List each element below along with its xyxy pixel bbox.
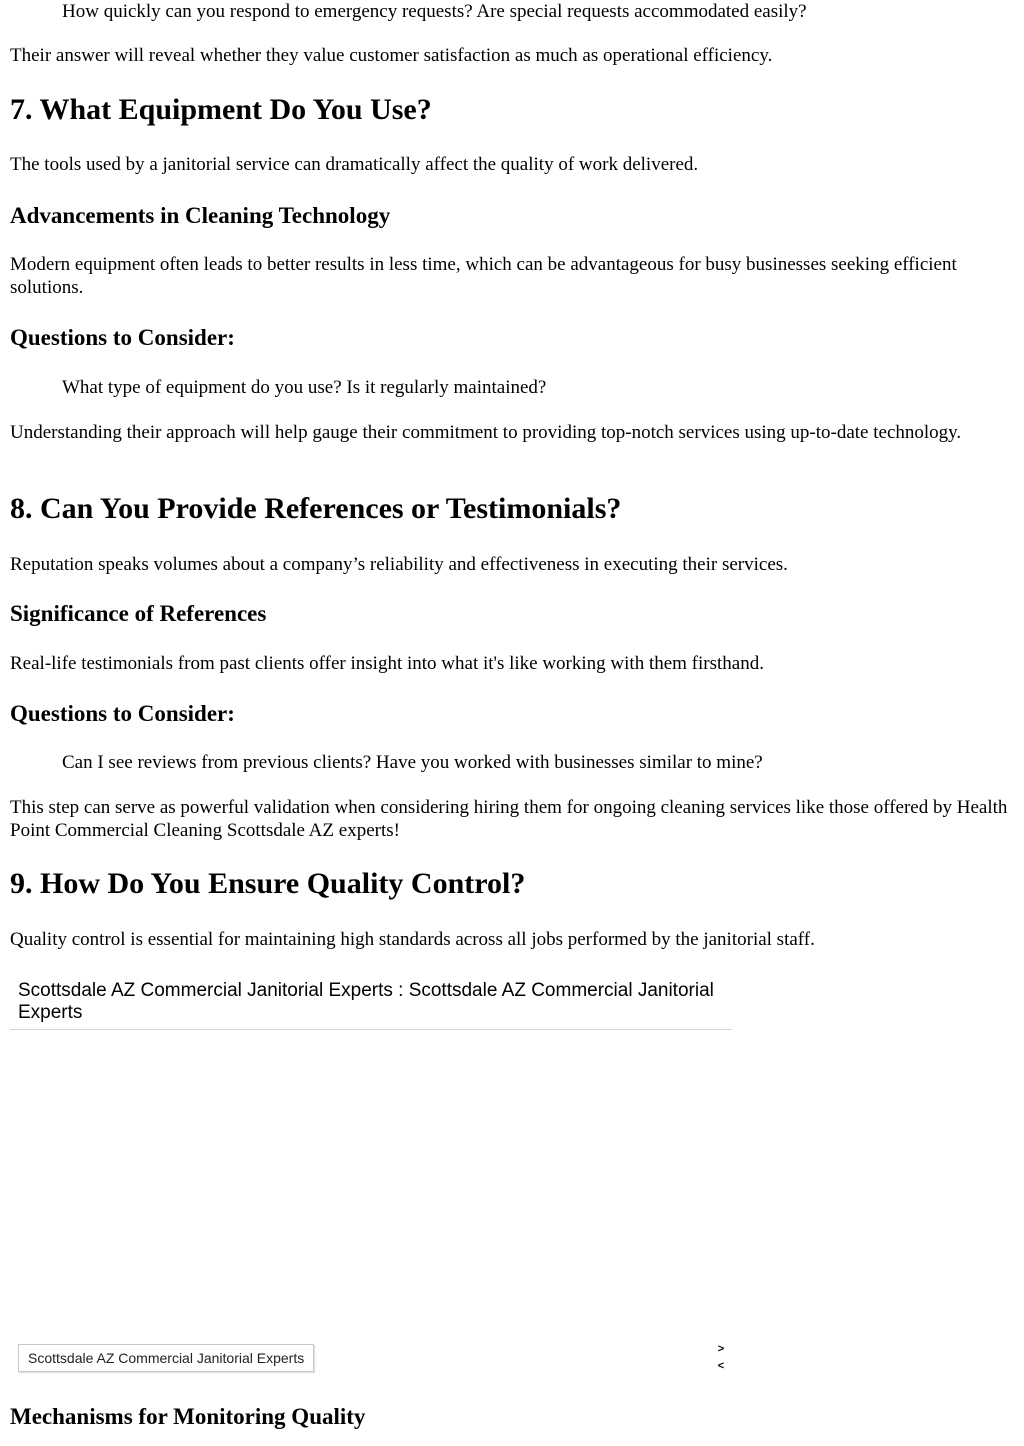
- section-7-questions: What type of equipment do you use? Is it regularly maintained?: [62, 377, 547, 398]
- section-8-heading: 8. Can You Provide References or Testimonials?: [10, 492, 622, 525]
- map-prev-arrow-icon[interactable]: <: [717, 1360, 725, 1372]
- section-8-questions: Can I see reviews from previous clients? Have you worked with businesses similar to mine?: [62, 752, 763, 773]
- section-7-intro: The tools used by a janitorial service can dramatically affect the quality of work delivered.: [10, 154, 699, 175]
- map-embed-divider: [10, 1029, 732, 1030]
- section-8-questions-heading: Questions to Consider:: [10, 701, 235, 726]
- map-embed-title[interactable]: Scottsdale AZ Commercial Janitorial Experts : Scottsdale AZ Commercial Janitorial Experts: [18, 980, 714, 1023]
- map-place-label[interactable]: Scottsdale AZ Commercial Janitorial Experts: [18, 1344, 314, 1372]
- section-7-closing: Understanding their approach will help gauge their commitment to providing top-notch services using up-to-date technology.: [10, 422, 962, 443]
- section-7-heading: 7. What Equipment Do You Use?: [10, 93, 432, 126]
- section-8-intro: Reputation speaks volumes about a company’s reliability and effectiveness in executing their services.: [10, 554, 788, 575]
- section-8-closing: This step can serve as powerful validation when considering hiring them for ongoing cleaning services like those offered by Health Point Commercial Cleaning Scottsdale AZ experts!: [10, 797, 1008, 841]
- section-9-subheading: Mechanisms for Monitoring Quality: [10, 1404, 366, 1429]
- q6-closing-paragraph: Their answer will reveal whether they value customer satisfaction as much as operational efficiency.: [10, 45, 773, 66]
- map-next-arrow-icon[interactable]: >: [717, 1343, 725, 1355]
- section-9-intro: Quality control is essential for maintaining high standards across all jobs performed by the janitorial staff.: [10, 929, 815, 950]
- section-7-body: Modern equipment often leads to better results in less time, which can be advantageous for busy businesses seeking efficient solutions.: [10, 254, 957, 298]
- q6-questions-quote: How quickly can you respond to emergency requests? Are special requests accommodated easily?: [62, 1, 807, 22]
- section-8-subheading: Significance of References: [10, 601, 267, 626]
- section-7-questions-heading: Questions to Consider:: [10, 325, 235, 350]
- map-embed-canvas[interactable]: [10, 1031, 732, 1331]
- section-8-body: Real-life testimonials from past clients offer insight into what it's like working with them firsthand.: [10, 653, 764, 674]
- section-9-heading: 9. How Do You Ensure Quality Control?: [10, 867, 526, 900]
- section-7-subheading: Advancements in Cleaning Technology: [10, 203, 391, 228]
